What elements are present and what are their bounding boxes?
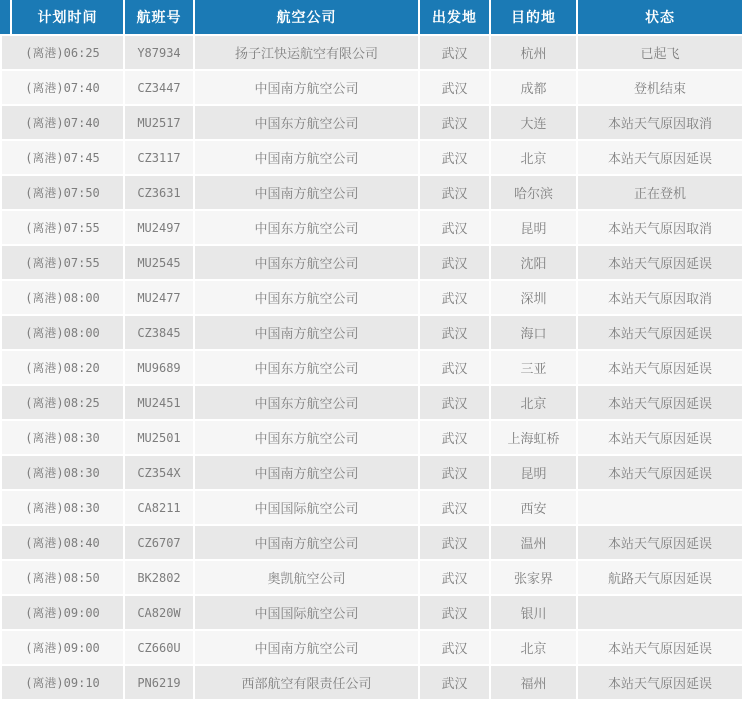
cell-origin: 武汉 bbox=[420, 526, 489, 559]
cell-destination: 昆明 bbox=[491, 211, 576, 244]
cell-airline: 中国东方航空公司 bbox=[195, 421, 418, 454]
cell-scheduled-time: (离港)07:55 bbox=[2, 211, 123, 244]
flight-row bbox=[0, 526, 742, 559]
flight-row bbox=[0, 386, 742, 419]
cell-origin: 武汉 bbox=[420, 176, 489, 209]
flight-row bbox=[0, 631, 742, 664]
cell-flight-number: BK2802 bbox=[125, 561, 193, 594]
cell-airline: 中国东方航空公司 bbox=[195, 211, 418, 244]
cell-flight-number: MU2517 bbox=[125, 106, 193, 139]
cell-status: 本站天气原因延误 bbox=[578, 351, 742, 384]
flight-row bbox=[0, 316, 742, 349]
cell-airline: 中国国际航空公司 bbox=[195, 596, 418, 629]
flight-table-body bbox=[0, 36, 742, 699]
cell-status: 本站天气原因延误 bbox=[578, 526, 742, 559]
cell-airline: 中国南方航空公司 bbox=[195, 141, 418, 174]
cell-scheduled-time: (离港)07:40 bbox=[2, 71, 123, 104]
cell-scheduled-time: (离港)09:10 bbox=[2, 666, 123, 699]
flight-row bbox=[0, 36, 742, 69]
cell-status: 航路天气原因延误 bbox=[578, 561, 742, 594]
flight-row bbox=[0, 106, 742, 139]
cell-scheduled-time: (离港)09:00 bbox=[2, 631, 123, 664]
cell-status: 本站天气原因延误 bbox=[578, 316, 742, 349]
cell-airline: 中国南方航空公司 bbox=[195, 176, 418, 209]
cell-scheduled-time: (离港)08:30 bbox=[2, 491, 123, 524]
cell-flight-number: MU2497 bbox=[125, 211, 193, 244]
col-header-flight-number: 航班号 bbox=[125, 0, 193, 34]
cell-scheduled-time: (离港)07:45 bbox=[2, 141, 123, 174]
flight-row bbox=[0, 351, 742, 384]
cell-flight-number: CZ6707 bbox=[125, 526, 193, 559]
cell-status: 本站天气原因取消 bbox=[578, 106, 742, 139]
cell-origin: 武汉 bbox=[420, 351, 489, 384]
cell-origin: 武汉 bbox=[420, 281, 489, 314]
flight-row bbox=[0, 561, 742, 594]
cell-destination: 北京 bbox=[491, 141, 576, 174]
cell-destination: 成都 bbox=[491, 71, 576, 104]
cell-airline: 中国南方航空公司 bbox=[195, 316, 418, 349]
cell-destination: 杭州 bbox=[491, 36, 576, 69]
cell-flight-number: PN6219 bbox=[125, 666, 193, 699]
cell-destination: 海口 bbox=[491, 316, 576, 349]
cell-destination: 昆明 bbox=[491, 456, 576, 489]
cell-destination: 银川 bbox=[491, 596, 576, 629]
cell-flight-number: CZ3447 bbox=[125, 71, 193, 104]
cell-flight-number: MU2477 bbox=[125, 281, 193, 314]
cell-status bbox=[578, 491, 742, 524]
cell-status: 登机结束 bbox=[578, 71, 742, 104]
cell-status: 本站天气原因延误 bbox=[578, 631, 742, 664]
flight-row bbox=[0, 421, 742, 454]
cell-origin: 武汉 bbox=[420, 211, 489, 244]
cell-airline: 奥凯航空公司 bbox=[195, 561, 418, 594]
cell-origin: 武汉 bbox=[420, 456, 489, 489]
cell-flight-number: CA8211 bbox=[125, 491, 193, 524]
col-header-destination: 目的地 bbox=[491, 0, 576, 34]
cell-flight-number: CZ660U bbox=[125, 631, 193, 664]
cell-destination: 北京 bbox=[491, 386, 576, 419]
cell-scheduled-time: (离港)06:25 bbox=[2, 36, 123, 69]
cell-destination: 温州 bbox=[491, 526, 576, 559]
cell-flight-number: MU2545 bbox=[125, 246, 193, 279]
cell-destination: 沈阳 bbox=[491, 246, 576, 279]
cell-origin: 武汉 bbox=[420, 386, 489, 419]
cell-scheduled-time: (离港)08:40 bbox=[2, 526, 123, 559]
cell-airline: 扬子江快运航空有限公司 bbox=[195, 36, 418, 69]
cell-destination: 深圳 bbox=[491, 281, 576, 314]
cell-flight-number: CA820W bbox=[125, 596, 193, 629]
table-header-row bbox=[0, 0, 742, 34]
cell-scheduled-time: (离港)08:00 bbox=[2, 281, 123, 314]
cell-destination: 西安 bbox=[491, 491, 576, 524]
col-header-scheduled-time: 计划时间 bbox=[12, 0, 123, 34]
cell-flight-number: MU2501 bbox=[125, 421, 193, 454]
cell-origin: 武汉 bbox=[420, 106, 489, 139]
cell-destination: 北京 bbox=[491, 631, 576, 664]
cell-origin: 武汉 bbox=[420, 491, 489, 524]
cell-scheduled-time: (离港)08:00 bbox=[2, 316, 123, 349]
cell-origin: 武汉 bbox=[420, 666, 489, 699]
cell-status bbox=[578, 596, 742, 629]
flight-row bbox=[0, 281, 742, 314]
cell-airline: 中国东方航空公司 bbox=[195, 351, 418, 384]
cell-scheduled-time: (离港)08:50 bbox=[2, 561, 123, 594]
cell-flight-number: CZ354X bbox=[125, 456, 193, 489]
cell-airline: 中国东方航空公司 bbox=[195, 106, 418, 139]
cell-destination: 哈尔滨 bbox=[491, 176, 576, 209]
cell-flight-number: Y87934 bbox=[125, 36, 193, 69]
cell-flight-number: CZ3631 bbox=[125, 176, 193, 209]
cell-scheduled-time: (离港)09:00 bbox=[2, 596, 123, 629]
cell-destination: 三亚 bbox=[491, 351, 576, 384]
cell-origin: 武汉 bbox=[420, 421, 489, 454]
cell-scheduled-time: (离港)08:30 bbox=[2, 421, 123, 454]
cell-status: 本站天气原因取消 bbox=[578, 281, 742, 314]
cell-origin: 武汉 bbox=[420, 246, 489, 279]
cell-origin: 武汉 bbox=[420, 141, 489, 174]
cell-scheduled-time: (离港)07:50 bbox=[2, 176, 123, 209]
cell-airline: 中国国际航空公司 bbox=[195, 491, 418, 524]
header-corner-spacer bbox=[0, 0, 10, 34]
cell-status: 已起飞 bbox=[578, 36, 742, 69]
cell-status: 正在登机 bbox=[578, 176, 742, 209]
cell-status: 本站天气原因延误 bbox=[578, 246, 742, 279]
flight-row bbox=[0, 491, 742, 524]
cell-scheduled-time: (离港)08:25 bbox=[2, 386, 123, 419]
flight-row bbox=[0, 176, 742, 209]
cell-status: 本站天气原因延误 bbox=[578, 456, 742, 489]
cell-flight-number: MU9689 bbox=[125, 351, 193, 384]
cell-origin: 武汉 bbox=[420, 316, 489, 349]
flight-row bbox=[0, 71, 742, 104]
cell-origin: 武汉 bbox=[420, 561, 489, 594]
cell-airline: 中国南方航空公司 bbox=[195, 456, 418, 489]
cell-origin: 武汉 bbox=[420, 596, 489, 629]
cell-flight-number: CZ3117 bbox=[125, 141, 193, 174]
cell-scheduled-time: (离港)07:55 bbox=[2, 246, 123, 279]
cell-scheduled-time: (离港)08:30 bbox=[2, 456, 123, 489]
cell-scheduled-time: (离港)08:20 bbox=[2, 351, 123, 384]
cell-status: 本站天气原因延误 bbox=[578, 666, 742, 699]
cell-origin: 武汉 bbox=[420, 36, 489, 69]
col-header-airline: 航空公司 bbox=[195, 0, 418, 34]
cell-origin: 武汉 bbox=[420, 631, 489, 664]
cell-flight-number: CZ3845 bbox=[125, 316, 193, 349]
cell-scheduled-time: (离港)07:40 bbox=[2, 106, 123, 139]
cell-status: 本站天气原因延误 bbox=[578, 386, 742, 419]
cell-airline: 西部航空有限责任公司 bbox=[195, 666, 418, 699]
cell-airline: 中国东方航空公司 bbox=[195, 281, 418, 314]
cell-origin: 武汉 bbox=[420, 71, 489, 104]
cell-destination: 上海虹桥 bbox=[491, 421, 576, 454]
flight-row bbox=[0, 246, 742, 279]
flight-row bbox=[0, 666, 742, 699]
cell-destination: 福州 bbox=[491, 666, 576, 699]
cell-flight-number: MU2451 bbox=[125, 386, 193, 419]
cell-airline: 中国南方航空公司 bbox=[195, 631, 418, 664]
cell-status: 本站天气原因延误 bbox=[578, 141, 742, 174]
cell-destination: 大连 bbox=[491, 106, 576, 139]
flight-row bbox=[0, 456, 742, 489]
flight-row bbox=[0, 141, 742, 174]
flight-row bbox=[0, 596, 742, 629]
cell-airline: 中国东方航空公司 bbox=[195, 246, 418, 279]
cell-status: 本站天气原因延误 bbox=[578, 421, 742, 454]
cell-airline: 中国南方航空公司 bbox=[195, 526, 418, 559]
cell-destination: 张家界 bbox=[491, 561, 576, 594]
col-header-status: 状态 bbox=[578, 0, 742, 34]
cell-airline: 中国南方航空公司 bbox=[195, 71, 418, 104]
cell-airline: 中国东方航空公司 bbox=[195, 386, 418, 419]
flight-row bbox=[0, 211, 742, 244]
col-header-origin: 出发地 bbox=[420, 0, 489, 34]
cell-status: 本站天气原因取消 bbox=[578, 211, 742, 244]
